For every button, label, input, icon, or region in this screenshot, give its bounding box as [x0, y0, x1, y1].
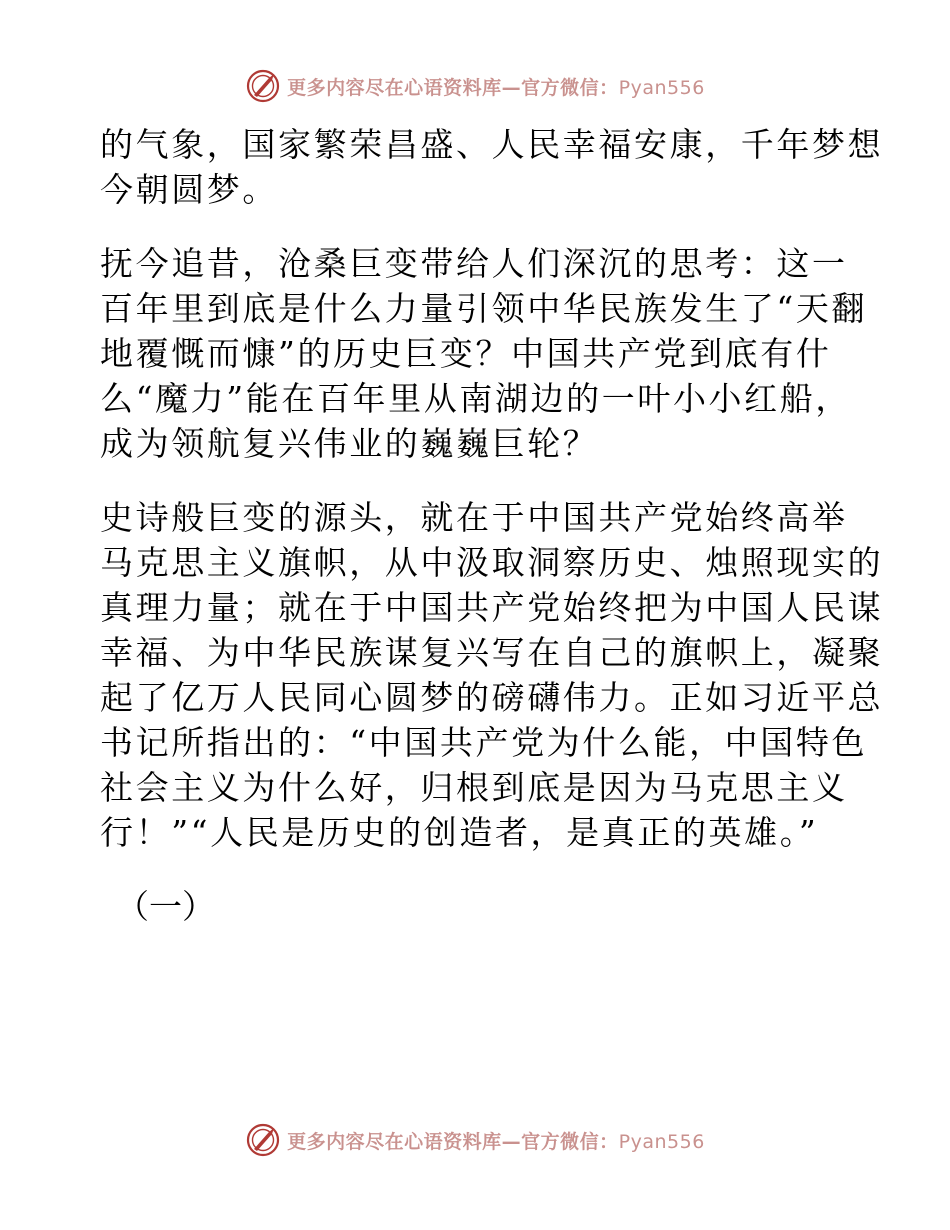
paragraph [100, 495, 884, 855]
quill-logo-icon [245, 1122, 281, 1158]
text-line: 真理力量；就在于中国共产党始终把为中国人民谋 [100, 588, 884, 627]
watermark-header [0, 68, 950, 104]
quill-logo-icon [245, 68, 281, 104]
text-line: 的气象，国家繁荣昌盛、人民幸福安康，千年梦想 [100, 125, 884, 164]
text-line: 抚今追昔，沧桑巨变带给人们深沉的思考：这一 [100, 244, 848, 283]
text-line: 成为领航复兴伟业的巍巍巨轮？ [100, 424, 599, 463]
watermark-label: 更多内容尽在心语资料库—官方微信： [287, 76, 619, 99]
text-line: 今朝圆梦。 [100, 170, 278, 209]
watermark-text [287, 1127, 705, 1154]
watermark-label: 更多内容尽在心语资料库—官方微信： [287, 1130, 619, 1153]
watermark-footer [0, 1122, 950, 1158]
text-line: 马克思主义旗帜，从中汲取洞察历史、烛照现实的 [100, 543, 884, 582]
watermark-wechat-id: Pyan556 [618, 76, 705, 99]
text-line: 起了亿万人民同心圆梦的磅礴伟力。正如习近平总 [100, 678, 884, 717]
section-heading: （一） [116, 887, 215, 926]
text-line: 地覆慨而慷”的历史巨变？中国共产党到底有什 [100, 334, 832, 373]
text-line: 行！”“人民是历史的创造者，是真正的英雄。” [100, 813, 819, 852]
text-line: 史诗般巨变的源头，就在于中国共产党始终高举 [100, 498, 848, 537]
document-body [100, 122, 884, 929]
paragraph [100, 122, 884, 212]
text-line: 书记所指出的：“中国共产党为什么能，中国特色 [100, 723, 868, 762]
watermark-wechat-id: Pyan556 [618, 1130, 705, 1153]
text-line: 么“魔力”能在百年里从南湖边的一叶小小红船， [100, 379, 851, 418]
watermark-text [287, 73, 705, 100]
text-line: 幸福、为中华民族谋复兴写在自己的旗帜上，凝聚 [100, 633, 884, 672]
paragraph [100, 241, 868, 466]
text-line: 社会主义为什么好，归根到底是因为马克思主义 [100, 768, 848, 807]
text-line: 百年里到底是什么力量引领中华民族发生了“天翻 [100, 289, 868, 328]
